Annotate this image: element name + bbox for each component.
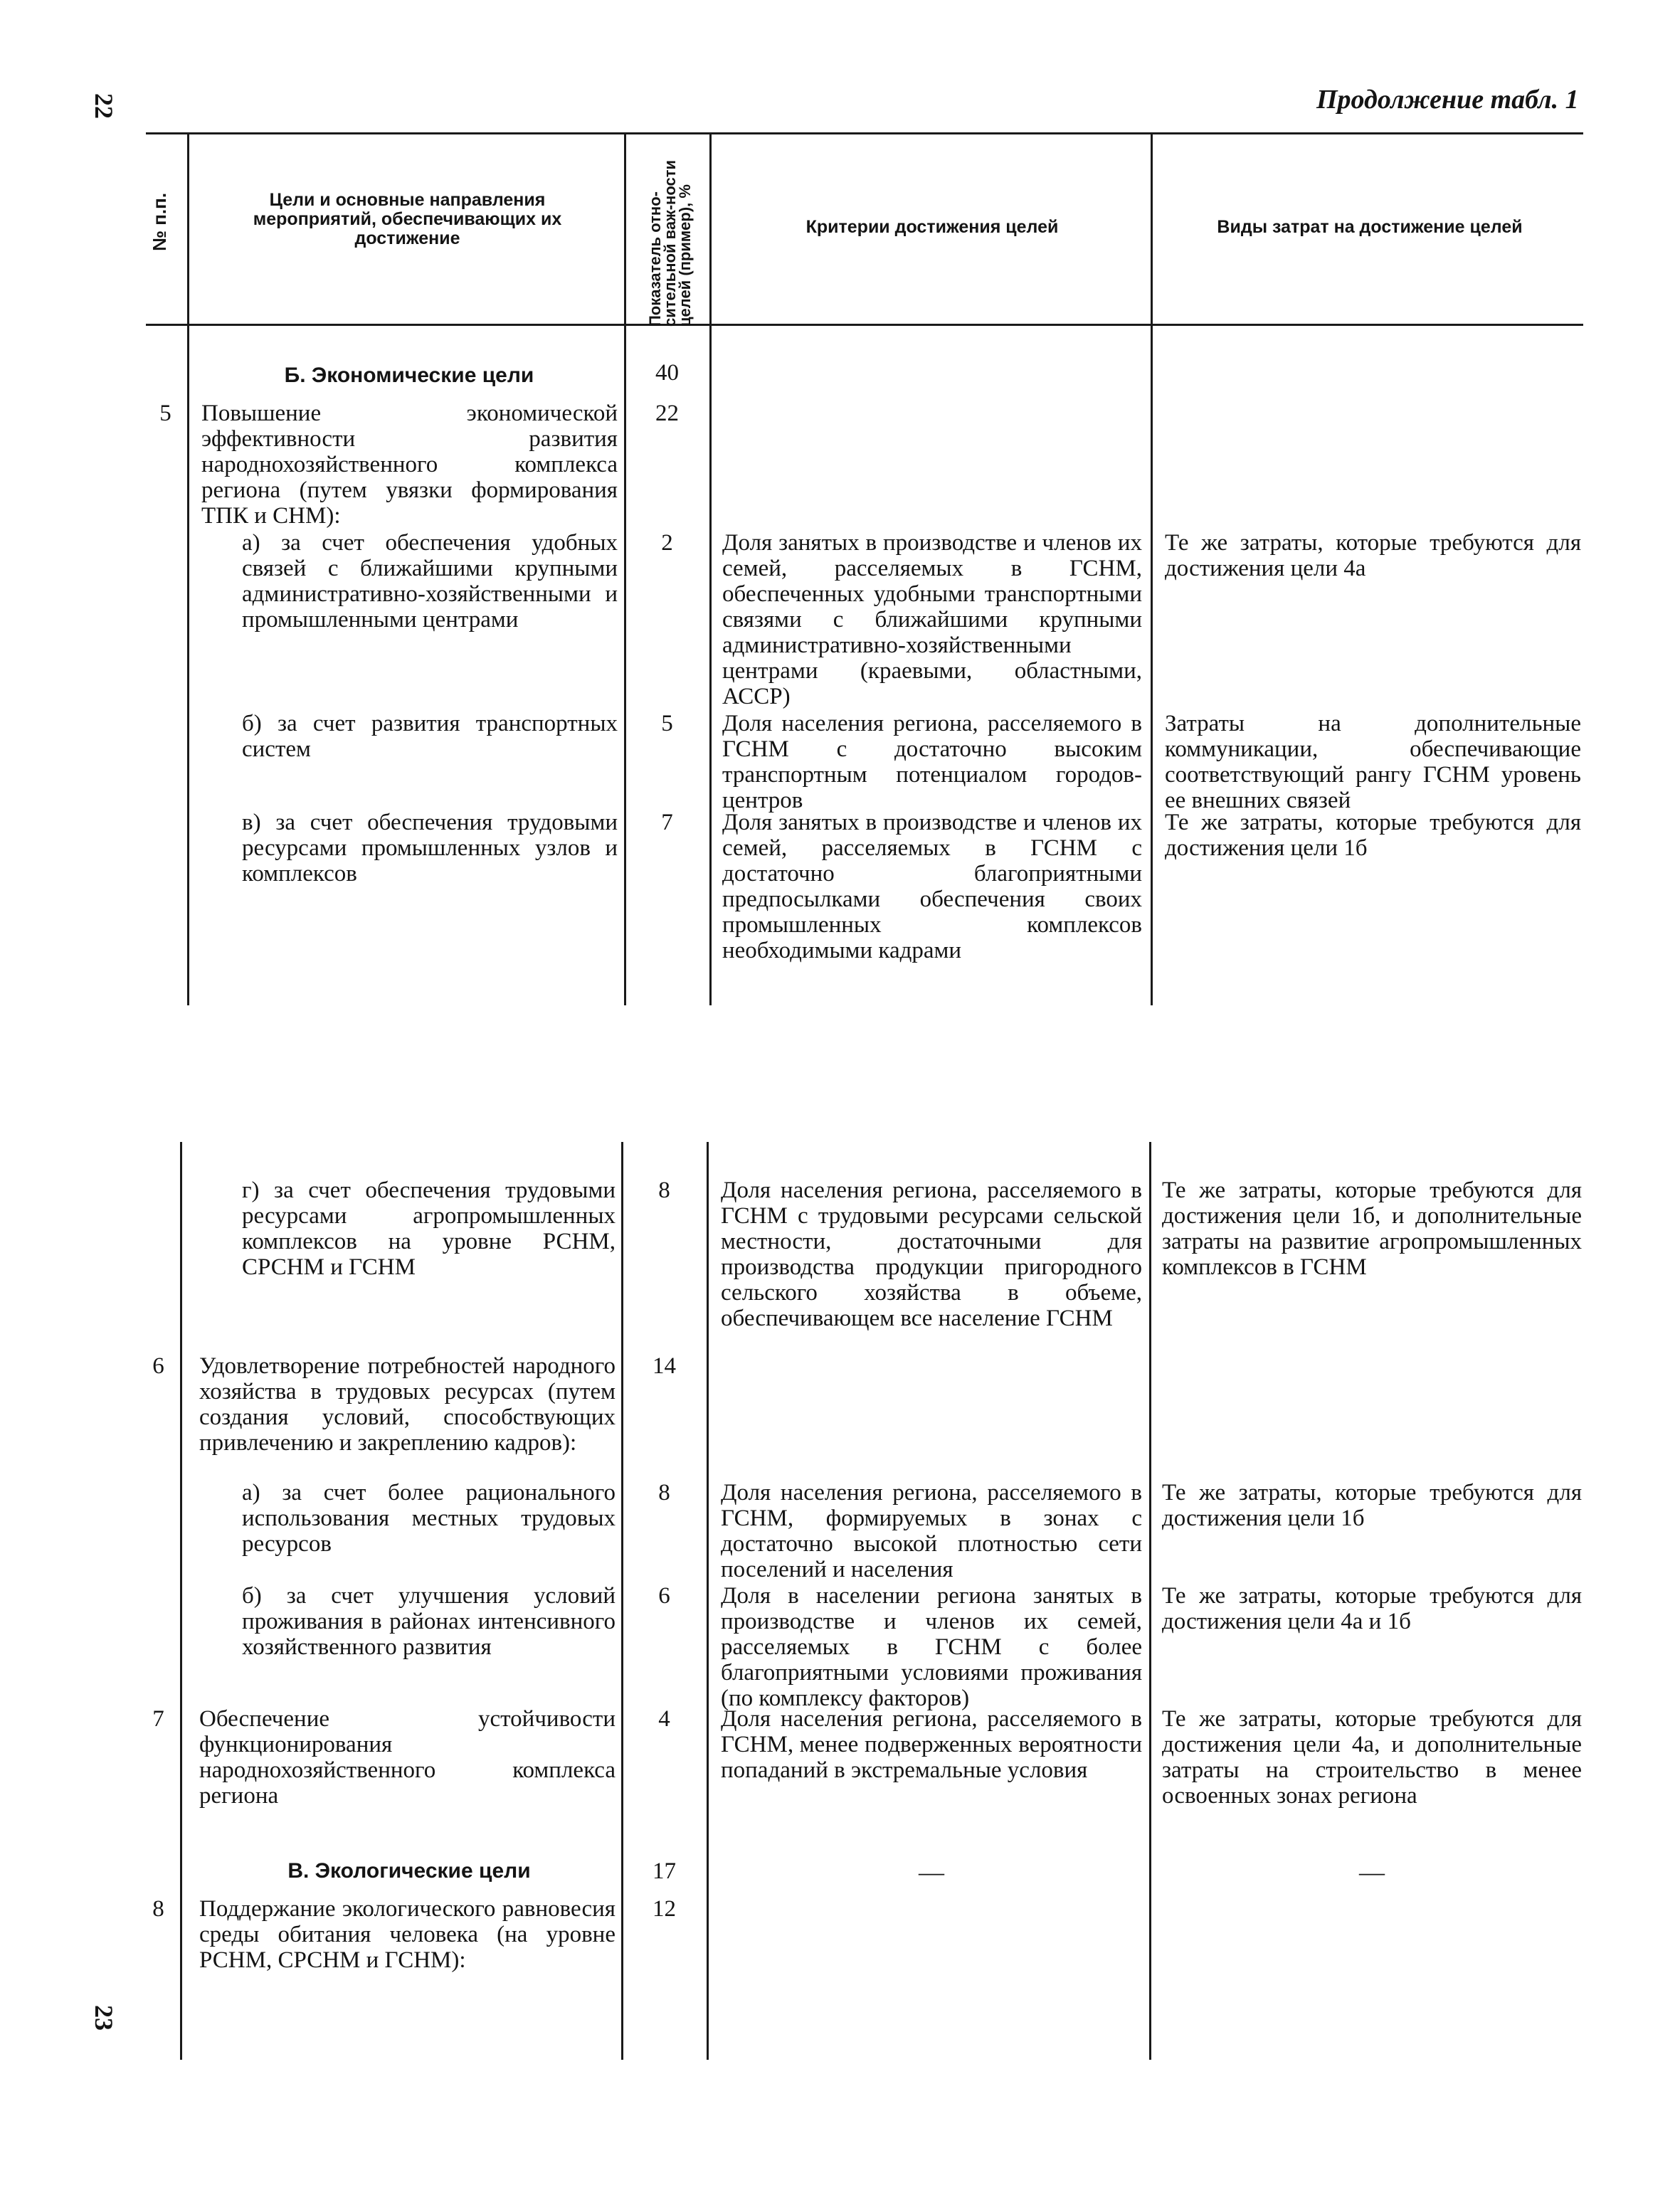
row-6b-criteria: Доля в населении региона занятых в производстве и членов их семей, расселяемых в ГСНМ с более благоприятными условиями проживания (по комплексу факторов) [721, 1583, 1142, 1711]
block1-divider-3 [709, 326, 712, 1005]
section-v-value: 17 [653, 1858, 676, 1884]
header-col-index: Показатель отно-сительной важ-ности целей (пример), % [646, 160, 694, 327]
row-6-num: 6 [152, 1353, 164, 1379]
row-5b-goal: б) за счет развития транспортных систем [242, 711, 618, 762]
row-6a-criteria: Доля населения региона, расселяемого в ГСНМ, формируемых в зонах с достаточно высокой плотностью сети поселений и населения [721, 1480, 1142, 1582]
block1-divider-1 [187, 326, 189, 1005]
row-5a-criteria: Доля занятых в производстве и членов их семей, расселяемых в ГСНМ, обеспеченных удобными транспортными связями с ближайшими крупными административно-хозяйственными центрами (краевыми, областными, АССР) [722, 530, 1142, 709]
header-col-costs: Виды затрат на достижение целей [1217, 217, 1523, 237]
header-divider-4 [1151, 132, 1153, 326]
block2-divider-3 [707, 1142, 709, 2060]
row-5b-costs: Затраты на дополнительные коммуникации, обеспечивающие соответствующий рангу ГСНМ уровень ее внешних связей [1165, 711, 1581, 813]
row-5c-criteria: Доля занятых в производстве и членов их семей, расселяемых в ГСНМ с достаточно благоприятными предпосылками обеспечения своих промышленных комплексов необходимыми кадрами [722, 810, 1142, 963]
row-6a-value: 8 [658, 1480, 670, 1506]
section-v-criteria-dash: — [919, 1858, 944, 1886]
row-6-goal: Удовлетворение потребностей народного хозяйства в трудовых ресурсах (путем создания условий, способствующих привлечению и закреплению кадров): [199, 1353, 616, 1456]
header-col-criteria: Критерии достижения целей [805, 217, 1059, 237]
row-5b-value: 5 [661, 711, 673, 736]
row-5-goal: Повышение экономической эффективности развития народнохозяйственного комплекса региона (путем увязки формирования ТПК и СНМ): [201, 401, 618, 529]
row-5c-costs: Те же затраты, которые требуются для достижения цели 1б [1165, 810, 1581, 861]
row-5a-value: 2 [661, 530, 673, 556]
row-8-num: 8 [152, 1896, 164, 1922]
block1-divider-4 [1151, 326, 1153, 1005]
page-number-top: 22 [90, 93, 118, 119]
row-5-value: 22 [655, 401, 679, 426]
row-5c-goal: в) за счет обеспечения трудовыми ресурсами промышленных узлов и комплексов [242, 810, 618, 887]
row-7-goal: Обеспечение устойчивости функционирования народнохозяйственного комплекса региона [199, 1706, 616, 1809]
row-6b-costs: Те же затраты, которые требуются для достижения цели 4а и 1б [1162, 1583, 1582, 1634]
row-7-costs: Те же затраты, которые требуются для достижения цели 4а, и дополнительные затраты на строительство в менее освоенных зонах региона [1162, 1706, 1582, 1809]
row-7-value: 4 [658, 1706, 670, 1732]
block1-divider-2 [624, 326, 626, 1005]
row-5c-value: 7 [661, 810, 673, 835]
row-6b-goal: б) за счет улучшения условий проживания в районах интенсивного хозяйственного развития [242, 1583, 616, 1660]
row-7-criteria: Доля населения региона, расселяемого в ГСНМ, менее подверженных вероятности попаданий в экстремальные условия [721, 1706, 1142, 1783]
section-v-costs-dash: — [1359, 1858, 1385, 1886]
row-6b-value: 6 [658, 1583, 670, 1609]
header-divider-3 [709, 132, 712, 326]
row-6a-costs: Те же затраты, которые требуются для достижения цели 1б [1162, 1480, 1582, 1531]
row-6-value: 14 [653, 1353, 676, 1379]
header-col-num: № п.п. [149, 192, 170, 251]
row-5g-value: 8 [658, 1178, 670, 1203]
section-v-title: В. Экологические цели [287, 1859, 531, 1883]
row-6a-goal: а) за счет более рационального использования местных трудовых ресурсов [242, 1480, 616, 1557]
continuation-title: Продолжение табл. 1 [1316, 85, 1579, 115]
header-bottom-rule [146, 324, 1583, 326]
section-b-value: 40 [655, 360, 679, 386]
row-7-num: 7 [152, 1706, 164, 1732]
header-top-rule [146, 132, 1583, 134]
header-col-goals: Цели и основные направления мероприятий, обеспечивающих их достижение [253, 190, 562, 248]
row-5g-costs: Те же затраты, которые требуются для достижения цели 1б, и дополнительные затраты на развитие агропромышленных комплексов в ГСНМ [1162, 1178, 1582, 1280]
block2-divider-4 [1149, 1142, 1151, 2060]
header-divider-2 [624, 132, 626, 326]
row-5a-goal: а) за счет обеспечения удобных связей с ближайшими крупными административно-хозяйственными и промышленными центрами [242, 530, 618, 633]
block2-divider-1 [180, 1142, 182, 2060]
row-5-num: 5 [159, 401, 171, 426]
row-5g-goal: г) за счет обеспечения трудовыми ресурсами агропромышленных комплексов на уровне РСНМ, СРСНМ и ГСНМ [242, 1178, 616, 1280]
row-5a-costs: Те же затраты, которые требуются для достижения цели 4а [1165, 530, 1581, 581]
row-5g-criteria: Доля населения региона, расселяемого в ГСНМ с трудовыми ресурсами сельской местности, достаточными для производства продукции пригородного сельского хозяйства в объеме, обеспечивающем все население ГСНМ [721, 1178, 1142, 1331]
row-8-goal: Поддержание экологического равновесия среды обитания человека (на уровне РСНМ, СРСНМ и ГСНМ): [199, 1896, 616, 1973]
row-5b-criteria: Доля населения региона, расселяемого в ГСНМ с достаточно высоким транспортным потенциалом городов-центров [722, 711, 1142, 813]
section-b-title: Б. Экономические цели [284, 364, 534, 387]
row-8-value: 12 [653, 1896, 676, 1922]
header-divider-1 [187, 132, 189, 326]
page-number-bottom: 23 [90, 2005, 118, 2031]
